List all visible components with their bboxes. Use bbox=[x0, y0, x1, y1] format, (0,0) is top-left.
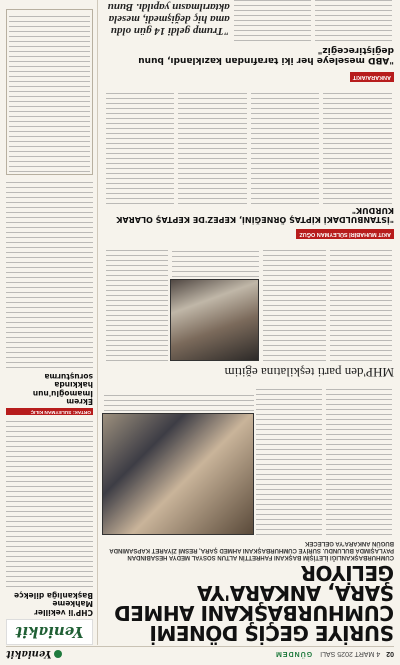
main-column bbox=[104, 0, 394, 645]
page-header bbox=[6, 646, 394, 661]
third-text-col-1 bbox=[322, 89, 395, 204]
bottom-quote-block bbox=[104, 0, 232, 41]
sidebar-headline-2: Ekrem İmamoğlu'nun hakkında soruşturma bbox=[32, 372, 93, 407]
bottom-headline: "ABD meseleye her iki tarafından kazıklandı, bunu değiştireceğiz" bbox=[138, 45, 394, 65]
third-text-col-3 bbox=[177, 89, 250, 204]
lead-text-col-2 bbox=[254, 385, 324, 535]
lead-photo bbox=[102, 413, 254, 535]
section-label: GÜNDEM bbox=[275, 650, 313, 658]
sidebar bbox=[6, 0, 98, 645]
third-body bbox=[104, 89, 394, 204]
second-headline: MHP'den parti teşkilatına eğitim bbox=[224, 365, 394, 380]
bottom-pull-quote: "Trump geldi 14 gün oldu ama hiç değişmedi, mesela aktarılmasın yapıldı. Bunu bbox=[107, 1, 230, 37]
imprint-box bbox=[6, 10, 93, 176]
bottom-body bbox=[104, 0, 394, 41]
second-photo bbox=[170, 279, 259, 361]
second-text-col-3 bbox=[104, 246, 170, 361]
sidebar-logo-box bbox=[6, 619, 93, 645]
bottom-text-col-2 bbox=[232, 0, 313, 41]
second-photo-block bbox=[170, 246, 261, 361]
bottom-kicker: ANKARA/AKIT bbox=[350, 72, 394, 82]
brand-name: Yeniakit bbox=[6, 648, 52, 660]
page-date: 4 MART 2025 SALI bbox=[320, 650, 381, 658]
lead-body bbox=[104, 385, 394, 535]
second-body bbox=[104, 246, 394, 361]
lead-deck: CUMHURBAŞKANLIĞI İLETİŞİM BAŞKANI FAHRETTİN ALTUN SOSYAL MEDYA HESABINDAN PAYLAŞIMDA BULUNDU. SURİYE CUMHURBAŞKANI AHMED ŞARA, RESMİ ZİYARET KAPSAMINDA BUGÜN ANKARA'YA GELECEK bbox=[109, 540, 394, 560]
third-headline: "İSTANBULDAKİ KİPTAŞ ÖRNEĞİNİ, KEPEZ'DE KEPTAŞ OLARAK KURDUK" bbox=[116, 206, 394, 224]
second-text-col-1 bbox=[328, 246, 394, 361]
bottom-text-col-1 bbox=[313, 0, 394, 41]
brand-logo-icon bbox=[54, 650, 62, 658]
lead-text-col-1 bbox=[324, 385, 394, 535]
second-text-col-2 bbox=[261, 246, 327, 361]
page-number: 02 bbox=[386, 650, 394, 658]
third-kicker: AKIT MUHABİRİ SÜLEYMAN OĞUZ bbox=[296, 229, 394, 239]
sidebar-logo: Yeniakit bbox=[15, 623, 84, 641]
third-text-col-4 bbox=[104, 89, 177, 204]
lead-headline: SURİYE GEÇİŞ DÖNEMİ CUMHURBAŞKANI AHMED ŞARA, ANKARA'YA GELİYOR bbox=[114, 561, 394, 645]
sidebar-kicker: ORTAK: SULEYMAN KILIÇ bbox=[6, 409, 93, 416]
lead-photo-block bbox=[104, 385, 254, 535]
sidebar-headline: CHP'li vekiller Mahkeme Başkanlığa dilekçe bbox=[14, 591, 93, 617]
third-text-col-2 bbox=[249, 89, 322, 204]
brand-mark bbox=[6, 649, 62, 660]
